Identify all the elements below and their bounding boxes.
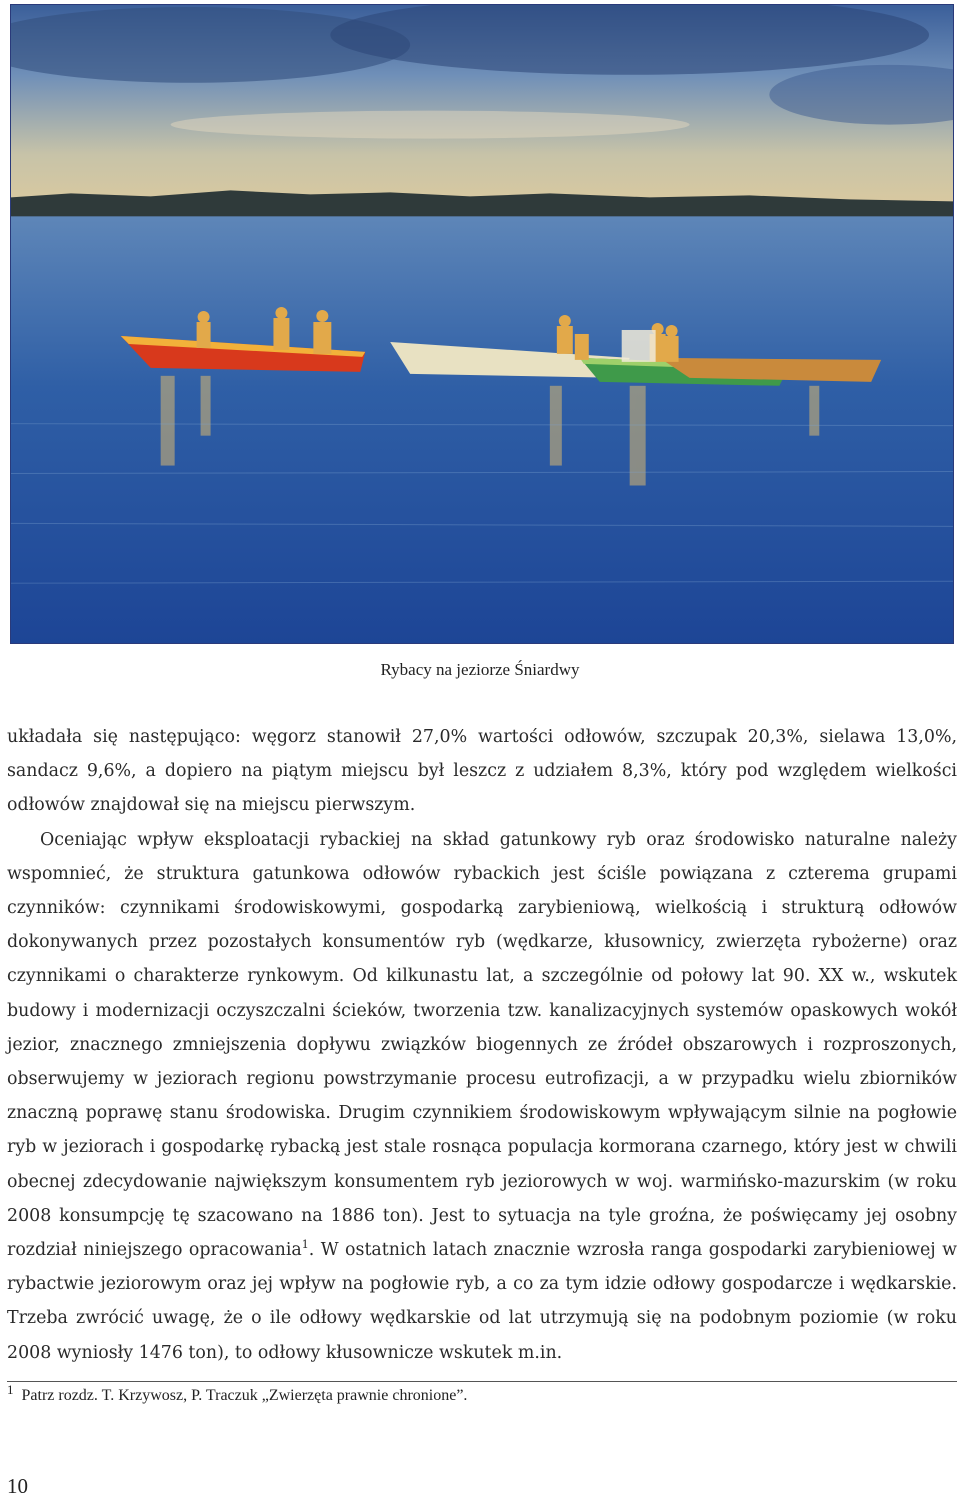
footnote-mark: 1 <box>7 1382 14 1397</box>
paragraph-2-part-b: . W ostatnich latach znacznie wzrosła ranga gospodarki zarybieniowej w rybactwie jeziorowym oraz jej wpływ na pogłowie ryb, a co za tym idzie odłowy gospodarcze i wędkarskie. Trzeba zwrócić uwagę, że o ile odłowy wędkarskie od lat utrzymują się na podobnym poziomie (w roku 2008 wyniosły 1476 ton), to odłowy kłusownicze wskutek m.in. <box>7 1240 958 1363</box>
page-number: 10 <box>7 1474 28 1498</box>
footnote-text: Patrz rozdz. T. Krzywosz, P. Traczuk „Zwierzęta prawnie chronione”. <box>21 1387 468 1404</box>
paragraph-2 <box>7 823 957 1370</box>
paragraph-2-part-a: Oceniając wpływ eksploatacji rybackiej na skład gatunkowy ryb oraz środowisko naturalne należy wspomnieć, że struktura gatunkowa odłowów rybackich jest ściśle powiązana z czterema grupami czynników: czynnikami środowiskowymi, gospodarką zarybieniową, wielkością i strukturą odłowów dokonywanych przez pozostałych konsumentów ryb (wędkarze, kłusownicy, zwierzęta rybożerne) oraz czynnikami o charakterze rynkowym. Od kilkunastu lat, a szczególnie od połowy lat 90. XX w., wskutek budowy i modernizacji oczyszczalni ścieków, tworzenia tzw. kanalizacyjnych systemów opaskowych wokół jezior, znacznego zmniejszenia dopływu związków biogennych ze źródeł obszarowych i rozproszonych, obserwujemy w jeziorach regionu powstrzymanie procesu eutrofizacji, a w przypadku wielu zbiorników znaczną poprawę stanu środowiska. Drugim czynnikiem środowiskowym wpływającym silnie na pogłowie ryb w jeziorach i gospodarkę rybacką jest stale rosnąca populacja kormorana czarnego, który jest w chwili obecnej zdecydowanie największym konsumentem ryb jeziorowych w woj. warmińsko-mazurskim (w roku 2008 konsumpcję tę szacowano na 1886 ton). Jest to sytuacja na tyle groźna, że poświęcamy jej osobny rozdział niniejszego opracowania <box>7 829 957 1261</box>
figure-caption: Rybacy na jeziorze Śniardwy <box>380 660 580 679</box>
footnote <box>7 1382 957 1405</box>
paragraph-1: układała się następująco: węgorz stanowił 27,0% wartości odłowów, szczupak 20,3%, sielawa 13,0%, sandacz 9,6%, a dopiero na piątym miejscu był leszcz z udziałem 8,3%, który pod względem wielkości odłowów znajdował się na miejscu pierwszym. <box>7 727 957 816</box>
lake-photo <box>10 4 954 644</box>
footnote-reference[interactable]: 1 <box>301 1238 309 1252</box>
fishermen-boats-image <box>11 5 953 643</box>
footnote-divider <box>7 1381 957 1382</box>
body-text <box>7 720 957 1370</box>
